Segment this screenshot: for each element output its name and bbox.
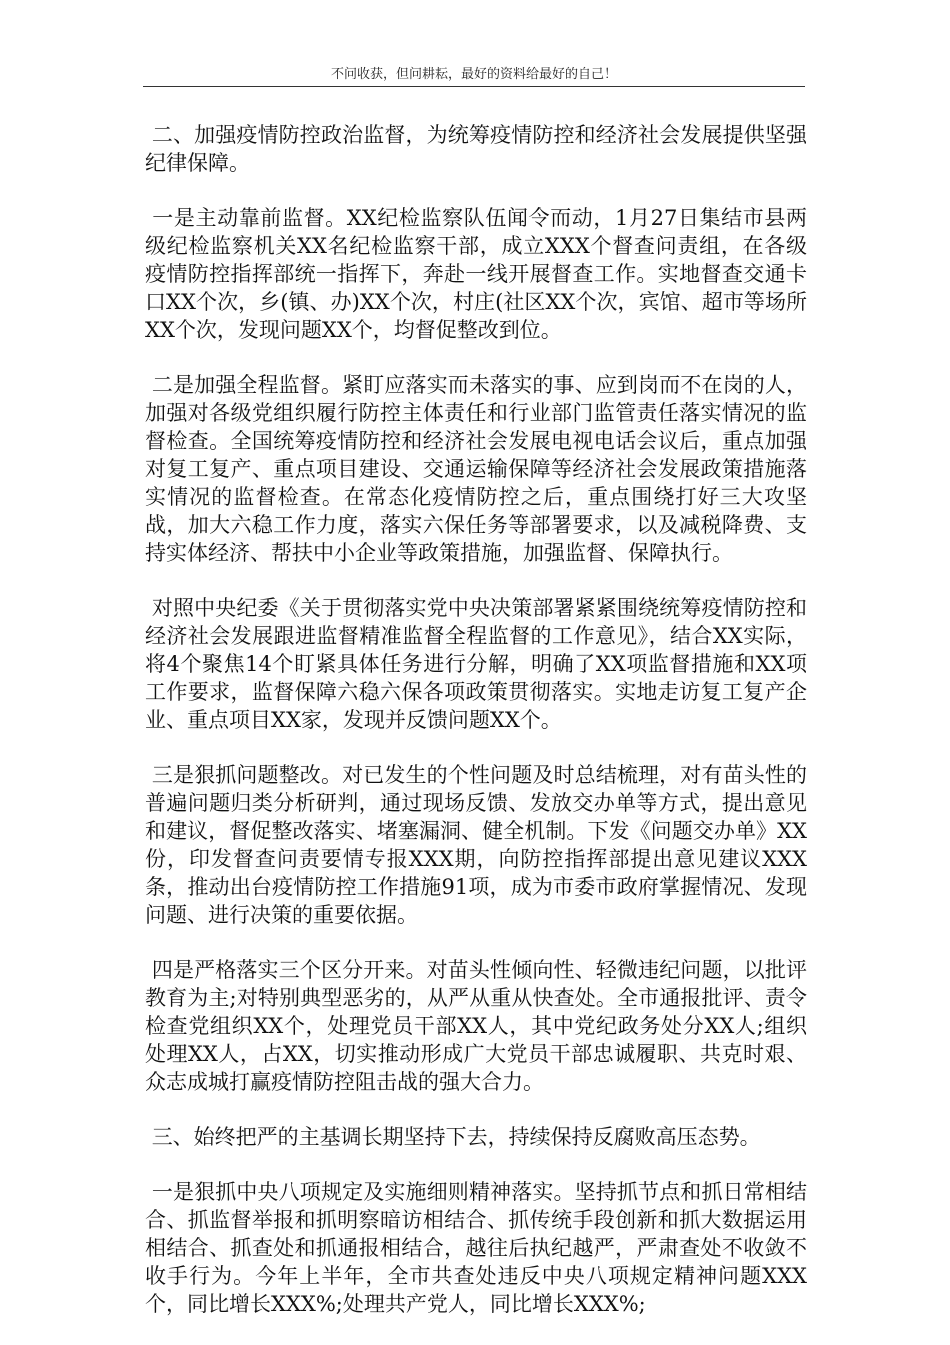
section-heading-3: 三、始终把严的主基调长期坚持下去，持续保持反腐败高压态势。 xyxy=(145,1125,761,1149)
paragraph-eight-regulations: 一是狠抓中央八项规定及实施细则精神落实。坚持抓节点和抓日常相结合、抓监督举报和抓明察暗访相结合、抓传统手段创新和抓大数据运用相结合、抓查处和抓通报相结合，越往后执纪越严，严肃查处不收敛不收手行为。今年上半年，全市共查处违反中央八项规定精神问题XXX个，同比增长XXX%;处理共产党人，同比增长XXX%; xyxy=(145,1180,807,1316)
paragraph-problem-rectification: 三是狠抓问题整改。对已发生的个性问题及时总结梳理，对有苗头性的普遍问题归类分析研判，通过现场反馈、发放交办单等方式，提出意见和建议，督促整改落实、堵塞漏洞、健全机制。下发《问题交办单》XX份，印发督查问责要情专报XXX期，向防控指挥部提出意见建议XXX条，推动出台疫情防控工作措施91项，成为市委市政府掌握情况、发现问题、进行决策的重要依据。 xyxy=(145,763,807,927)
paragraph-proactive-supervision: 一是主动靠前监督。XX纪检监察队伍闻令而动，1月27日集结市县两级纪检监察机关XX名纪检监察干部，成立XXX个督查问责组，在各级疫情防控指挥部统一指挥下，奔赴一线开展督查工作。实地督查交通卡口XX个次，乡(镇、办)XX个次，村庄(社区XX个次，宾馆、超市等场所XX个次，发现问题XX个，均督促整改到位。 xyxy=(145,206,807,342)
document-body xyxy=(145,121,807,1345)
paragraph-central-commission-opinion: 对照中央纪委《关于贯彻落实党中央决策部署紧紧围绕统筹疫情防控和经济社会发展跟进监督精准监督全程监督的工作意见》，结合XX实际，将4个聚焦14个盯紧具体任务进行分解，明确了XX项监督措施和XX项工作要求，监督保障六稳六保各项政策贯彻落实。实地走访复工复产企业、重点项目XX家，发现并反馈问题XX个。 xyxy=(145,596,807,732)
page-header-motto: 不问收获，但问耕耘，最好的资料给最好的自己！ xyxy=(330,67,617,82)
header-divider xyxy=(143,86,805,87)
section-heading-2: 二、加强疫情防控政治监督，为统筹疫情防控和经济社会发展提供坚强纪律保障。 xyxy=(145,123,807,175)
paragraph-full-process-supervision: 二是加强全程监督。紧盯应落实而未落实的事、应到岗而不在岗的人，加强对各级党组织履行防控主体责任和行业部门监管责任落实情况的监督检查。全国统筹疫情防控和经济社会发展电视电话会议后，重点加强对复工复产、重点项目建设、交通运输保障等经济社会发展政策措施落实情况的监督检查。在常态化疫情防控之后，重点围绕打好三大攻坚战，加大六稳工作力度，落实六保任务等部署要求，以及减税降费、支持实体经济、帮扶中小企业等政策措施，加强监督、保障执行。 xyxy=(145,373,807,565)
paragraph-three-distinctions: 四是严格落实三个区分开来。对苗头性倾向性、轻微违纪问题，以批评教育为主;对特别典型恶劣的，从严从重从快查处。全市通报批评、责令检查党组织XX个，处理党员干部XX人，其中党纪政务处分XX人;组织处理XX人，占XX，切实推动形成广大党员干部忠诚履职、共克时艰、众志成城打赢疫情防控阻击战的强大合力。 xyxy=(145,958,807,1094)
